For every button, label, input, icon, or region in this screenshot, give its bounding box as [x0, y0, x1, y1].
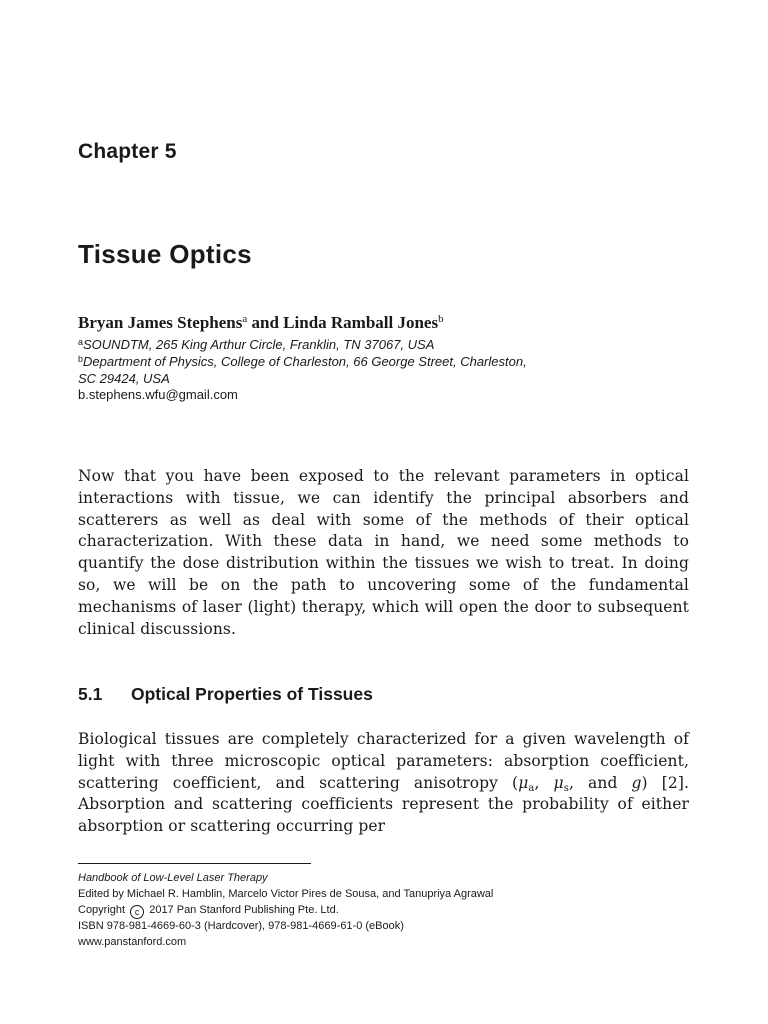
section-paragraph-part2: , and [568, 773, 632, 792]
affiliation-a-text: SOUNDTM, 265 King Arthur Circle, Franklin, TN 37067, USA [83, 337, 435, 352]
g-symbol: g [631, 773, 642, 792]
section-title: Optical Properties of Tissues [131, 684, 373, 704]
footnote-divider [78, 863, 311, 864]
section-paragraph: Biological tissues are completely characterized for a given wavelength of light with three microscopic optical parameters: absorption coefficient, scattering coefficient, and scattering anisotropy ($\mu_a$, $\mu_s$, and g) [2]. Absorption and scattering coefficients represent the probability of either absorption or scattering occurring per [78, 730, 689, 836]
footer-isbn: ISBN 978-981-4669-60-3 (Hardcover), 978-981-4669-61-0 (eBook) [78, 920, 404, 932]
section-paragraph-part1: Biological tissues are completely characterized for a given wavelength of light with three microscopic optical parameters: absorption coefficient, scattering coefficient, and scattering anisotropy ( [78, 730, 689, 792]
section-number: 5.1 [78, 684, 103, 704]
affiliation-a [78, 336, 434, 353]
author-joiner: and [247, 313, 284, 332]
footer-editors: Edited by Michael R. Hamblin, Marcelo Victor Pires de Sousa, and Tanupriya Agrawal [78, 888, 494, 900]
author-email: b.stephens.wfu@gmail.com [78, 387, 238, 402]
mu-a-symbol: $\mu_a$ [518, 773, 535, 794]
author-2: Linda Ramball Jones [283, 313, 439, 332]
intro-paragraph: Now that you have been exposed to the relevant parameters in optical interactions with tissue, we can identify the principal absorbers and scatterers as well as deal with some of the methods of their optical characterization. With these data in hand, we need some methods to quantify the dose distribution within the tissues we wish to treat. In doing so, we will be on the path to uncovering some of the fundamental mechanisms of laser (light) therapy, which will open the door to subsequent clinical discussions. [78, 467, 689, 638]
footer-book-title: Handbook of Low-Level Laser Therapy [78, 872, 268, 884]
chapter-title: Tissue Optics [78, 239, 252, 269]
mu-s-symbol: $\mu_s$ [553, 773, 569, 794]
section-paragraph-part3: ) [2]. Absorption and scattering coefficients represent the probability of either absorption or scattering occurring per [78, 773, 689, 836]
affiliation-b-text-line1: Department of Physics, College of Charleston, 66 George Street, Charleston, [83, 354, 527, 369]
footer-website-link[interactable]: www.panstanford.com [78, 936, 187, 948]
footer-copyright: Copyright c 2017 Pan Stanford Publishing Pte. Ltd. [78, 904, 339, 917]
affiliation-b-line2: SC 29424, USA [78, 371, 170, 386]
author-1-affil-mark: a [242, 313, 248, 325]
copyright-icon: c [130, 905, 144, 919]
author-line [78, 313, 444, 333]
author-2-affil-mark: b [438, 313, 444, 325]
chapter-label: Chapter 5 [78, 140, 177, 163]
section-heading [78, 684, 373, 705]
affiliation-a-mark: a [78, 337, 84, 347]
affiliation-b-mark: b [78, 354, 84, 364]
author-1: Bryan James Stephens [78, 313, 243, 332]
affiliation-b [78, 353, 527, 370]
